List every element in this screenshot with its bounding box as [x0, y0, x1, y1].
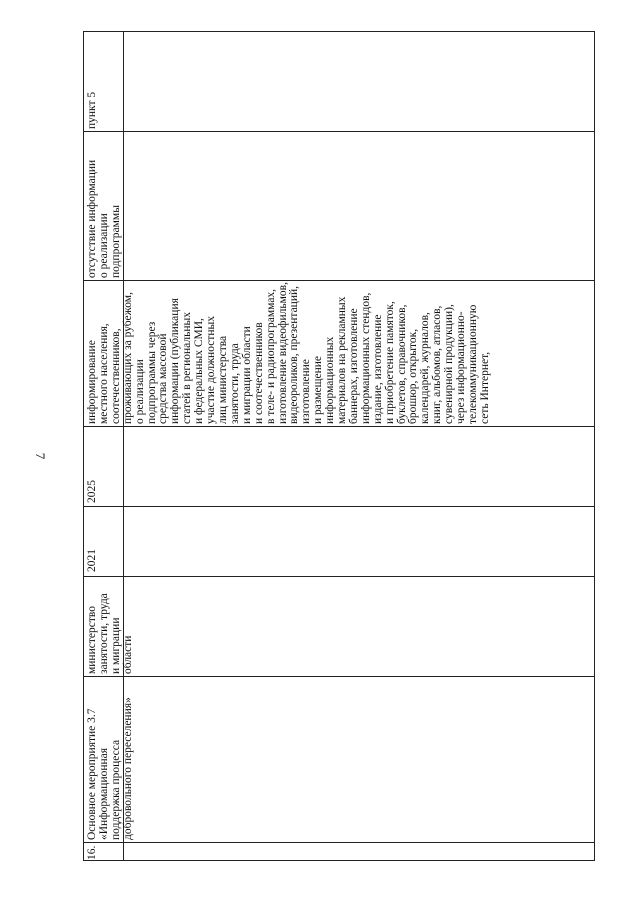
start-year: 2021: [86, 549, 98, 572]
executor: министерство занятости, труда и миграции области: [86, 593, 134, 674]
consequence: отсутствие информации о реализации подпрограммы: [86, 159, 122, 278]
event-title: Основное мероприятие 3.7 «Информационная поддержка процесса добровольного переселения»: [86, 697, 134, 840]
event-description: информирование местного населения, соотечественников, проживающих за рубежом, о реализации подпрограммы через средства массовой информации (публикация статей в региональных и федеральных СМИ, участие должностных лиц министерства занятости, труда и миграции области и соотечественников в теле- и радиопрограммах, изготовление видеофильмов, видеороликов, презентаций, изготовление и размещение информационных материалов на рекламных баннерах, изготовление информационных стендов, издание, изготовление и приобретение памяток, буклетов, справочников, брошюр, открыток, календарей, журналов, книг, альбомов, атласов, сувенирной продукции), через информационно- телекоммуникационную сеть Интернет,: [86, 282, 491, 424]
end-year: 2025: [86, 480, 98, 503]
divider-number: [84, 842, 594, 843]
row-number: 16.: [86, 845, 98, 860]
program-table: [83, 31, 595, 861]
page-number: 7: [33, 452, 48, 460]
program-link: пункт 5: [86, 91, 98, 129]
